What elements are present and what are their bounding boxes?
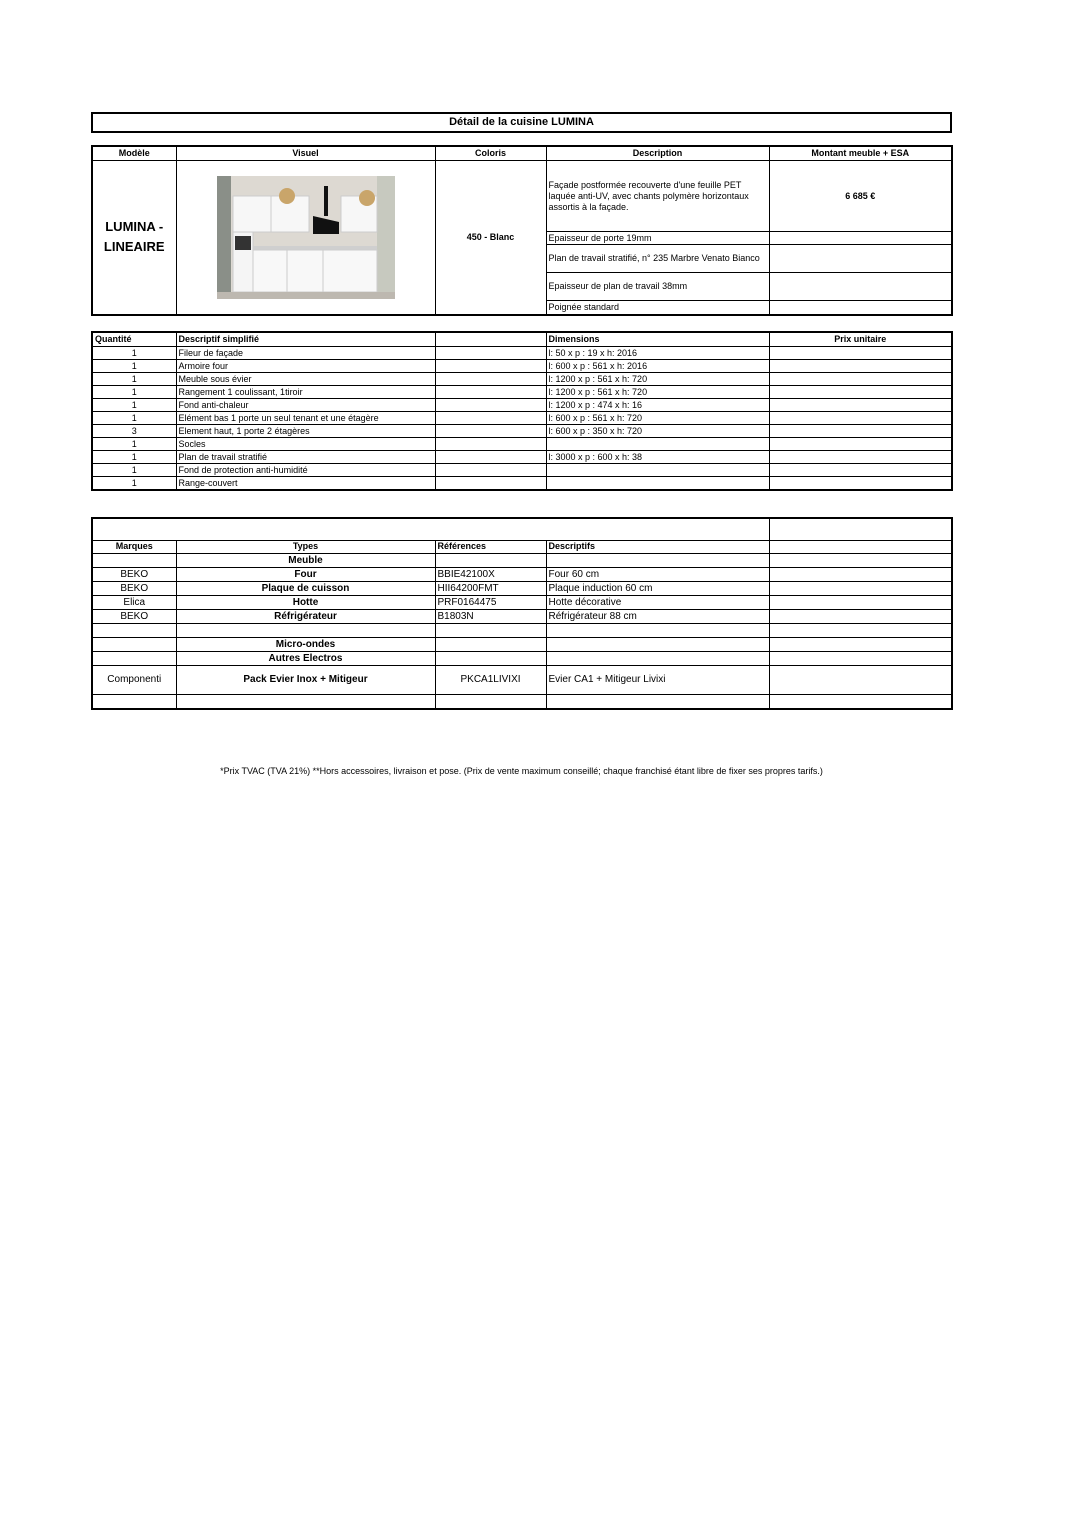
reference-cell — [435, 651, 546, 665]
empty-cell — [769, 273, 952, 301]
header-quantite: Quantité — [92, 332, 176, 347]
dimensions-cell: l: 1200 x p : 474 x h: 16 — [546, 399, 769, 412]
table-row — [92, 581, 952, 595]
brand-cell — [92, 637, 176, 651]
table-row — [92, 637, 952, 651]
brand-cell: Elica — [92, 595, 176, 609]
empty-cell — [435, 451, 546, 464]
price-cell — [769, 360, 952, 373]
table-row — [92, 665, 952, 694]
quantity-cell: 1 — [92, 412, 176, 425]
header-coloris: Coloris — [435, 146, 546, 161]
dimensions-cell: l: 1200 x p : 561 x h: 720 — [546, 373, 769, 386]
brand-cell: BEKO — [92, 567, 176, 581]
type-cell — [176, 623, 435, 637]
empty-cell — [769, 518, 952, 540]
reference-cell — [435, 553, 546, 567]
description-5: Poignée standard — [546, 301, 769, 315]
dimensions-cell: l: 600 x p : 561 x h: 2016 — [546, 360, 769, 373]
price-cell — [769, 412, 952, 425]
descriptif-cell: Evier CA1 + Mitigeur Livixi — [546, 665, 769, 694]
price-cell — [769, 425, 952, 438]
description-cell: Fond de protection anti-humidité — [176, 464, 435, 477]
quantity-cell: 1 — [92, 399, 176, 412]
header-montant: Montant meuble + ESA — [769, 146, 952, 161]
descriptif-cell — [546, 637, 769, 651]
coloris-value: 450 - Blanc — [435, 161, 546, 315]
price-cell — [769, 399, 952, 412]
type-cell: Autres Electros — [176, 651, 435, 665]
descriptif-cell — [546, 694, 769, 709]
table-row — [92, 399, 952, 412]
table-row — [92, 694, 952, 709]
empty-cell — [769, 651, 952, 665]
quantity-cell: 1 — [92, 373, 176, 386]
reference-cell: HII64200FMT — [435, 581, 546, 595]
empty-cell — [769, 245, 952, 273]
header-descriptifs: Descriptifs — [546, 540, 769, 553]
price-cell — [769, 438, 952, 451]
description-4: Epaisseur de plan de travail 38mm — [546, 273, 769, 301]
empty-cell — [769, 609, 952, 623]
dimensions-cell: l: 600 x p : 350 x h: 720 — [546, 425, 769, 438]
quantity-cell: 1 — [92, 347, 176, 360]
type-cell: Meuble — [176, 553, 435, 567]
footnote: *Prix TVAC (TVA 21%) **Hors accessoires, livraison et pose. (Prix de vente maximum conseillé; chaque franchisé étant libre de fixer ses propres tarifs.) — [220, 766, 823, 776]
kitchen-photo — [217, 176, 395, 299]
empty-cell — [435, 438, 546, 451]
description-cell: Socles — [176, 438, 435, 451]
quantity-cell: 3 — [92, 425, 176, 438]
table-row — [92, 477, 952, 491]
table-row — [92, 567, 952, 581]
dimensions-cell: l: 3000 x p : 600 x h: 38 — [546, 451, 769, 464]
reference-cell — [435, 623, 546, 637]
table-row — [92, 553, 952, 567]
type-cell: Micro-ondes — [176, 637, 435, 651]
type-cell: Four — [176, 567, 435, 581]
description-cell: Elément bas 1 porte un seul tenant et une étagère — [176, 412, 435, 425]
descriptif-cell — [546, 623, 769, 637]
header-visuel: Visuel — [176, 146, 435, 161]
description-2: Epaisseur de porte 19mm — [546, 232, 769, 245]
description-cell: Armoire four — [176, 360, 435, 373]
header-modele: Modèle — [92, 146, 176, 161]
empty-cell — [769, 637, 952, 651]
header-prix-unitaire: Prix unitaire — [769, 332, 952, 347]
price-cell — [769, 464, 952, 477]
empty-cell — [435, 425, 546, 438]
table-row — [92, 425, 952, 438]
header-marques: Marques — [92, 540, 176, 553]
header-references: Références — [435, 540, 546, 553]
empty-cell — [769, 595, 952, 609]
empty-cell — [769, 623, 952, 637]
description-cell: Fond anti-chaleur — [176, 399, 435, 412]
quantity-cell: 1 — [92, 360, 176, 373]
descriptif-cell — [546, 553, 769, 567]
descriptif-cell: Plaque induction 60 cm — [546, 581, 769, 595]
description-cell: Meuble sous évier — [176, 373, 435, 386]
empty-cell — [435, 477, 546, 491]
type-cell: Hotte — [176, 595, 435, 609]
model-table — [91, 145, 953, 316]
brand-cell — [92, 694, 176, 709]
quantity-cell: 1 — [92, 438, 176, 451]
brand-cell: BEKO — [92, 581, 176, 595]
header-description: Description — [546, 146, 769, 161]
description-3: Plan de travail stratifié, n° 235 Marbre Venato Bianco — [546, 245, 769, 273]
quantity-cell: 1 — [92, 477, 176, 491]
empty-cell — [435, 464, 546, 477]
table-row — [92, 386, 952, 399]
descriptif-cell: Four 60 cm — [546, 567, 769, 581]
empty-cell — [435, 386, 546, 399]
reference-cell: PRF0164475 — [435, 595, 546, 609]
reference-cell: B1803N — [435, 609, 546, 623]
reference-cell — [435, 637, 546, 651]
price-cell — [769, 347, 952, 360]
type-cell: Réfrigérateur — [176, 609, 435, 623]
descriptif-cell: Hotte décorative — [546, 595, 769, 609]
dimensions-cell: l: 1200 x p : 561 x h: 720 — [546, 386, 769, 399]
price-cell — [769, 451, 952, 464]
quantity-table — [91, 331, 953, 491]
price-value: 6 685 € — [769, 161, 952, 232]
description-cell: Plan de travail stratifié — [176, 451, 435, 464]
title-table — [91, 112, 952, 133]
dimensions-cell — [546, 477, 769, 491]
descriptif-cell: Réfrigérateur 88 cm — [546, 609, 769, 623]
empty-cell — [769, 694, 952, 709]
empty-cell — [769, 665, 952, 694]
table-row — [92, 373, 952, 386]
type-cell: Plaque de cuisson — [176, 581, 435, 595]
table-row — [92, 651, 952, 665]
reference-cell: BBIE42100X — [435, 567, 546, 581]
empty-cell — [769, 567, 952, 581]
empty-cell — [435, 360, 546, 373]
table-row — [92, 595, 952, 609]
appliance-table — [91, 517, 953, 710]
quantity-cell: 1 — [92, 386, 176, 399]
header-descriptif: Descriptif simplifié — [176, 332, 435, 347]
table-row — [92, 347, 952, 360]
table-row — [92, 464, 952, 477]
table-row — [92, 438, 952, 451]
page-title: Détail de la cuisine LUMINA — [92, 113, 951, 132]
header-types: Types — [176, 540, 435, 553]
reference-cell — [435, 694, 546, 709]
brand-cell — [92, 651, 176, 665]
price-cell — [769, 373, 952, 386]
empty-cell — [769, 232, 952, 245]
model-name: LUMINA - LINEAIRE — [92, 161, 176, 315]
empty-cell — [435, 373, 546, 386]
type-cell — [176, 694, 435, 709]
price-cell — [769, 477, 952, 491]
reference-cell: PKCA1LIVIXI — [435, 665, 546, 694]
dimensions-cell: l: 50 x p : 19 x h: 2016 — [546, 347, 769, 360]
type-cell: Pack Evier Inox + Mitigeur — [176, 665, 435, 694]
table-row — [92, 609, 952, 623]
brand-cell — [92, 623, 176, 637]
appliance-table-top — [92, 518, 769, 540]
brand-cell — [92, 553, 176, 567]
empty-cell — [435, 347, 546, 360]
dimensions-cell: l: 600 x p : 561 x h: 720 — [546, 412, 769, 425]
brand-cell: Componenti — [92, 665, 176, 694]
table-row — [92, 360, 952, 373]
header-blank — [435, 332, 546, 347]
dimensions-cell — [546, 464, 769, 477]
kitchen-photo-cell — [176, 161, 435, 315]
table-row — [92, 451, 952, 464]
table-row — [92, 623, 952, 637]
description-cell: Rangement 1 coulissant, 1tiroir — [176, 386, 435, 399]
header-dimensions: Dimensions — [546, 332, 769, 347]
brand-cell: BEKO — [92, 609, 176, 623]
dimensions-cell — [546, 438, 769, 451]
description-cell: Element haut, 1 porte 2 étagères — [176, 425, 435, 438]
description-cell: Fileur de façade — [176, 347, 435, 360]
header-blank — [769, 540, 952, 553]
empty-cell — [435, 399, 546, 412]
price-cell — [769, 386, 952, 399]
table-row — [92, 412, 952, 425]
empty-cell — [435, 412, 546, 425]
empty-cell — [769, 301, 952, 315]
descriptif-cell — [546, 651, 769, 665]
empty-cell — [769, 553, 952, 567]
empty-cell — [769, 581, 952, 595]
description-1: Façade postformée recouverte d'une feuille PET laquée anti-UV, avec chants polymère horizontaux assortis à la façade. — [546, 161, 769, 232]
quantity-cell: 1 — [92, 451, 176, 464]
description-cell: Range-couvert — [176, 477, 435, 491]
quantity-cell: 1 — [92, 464, 176, 477]
